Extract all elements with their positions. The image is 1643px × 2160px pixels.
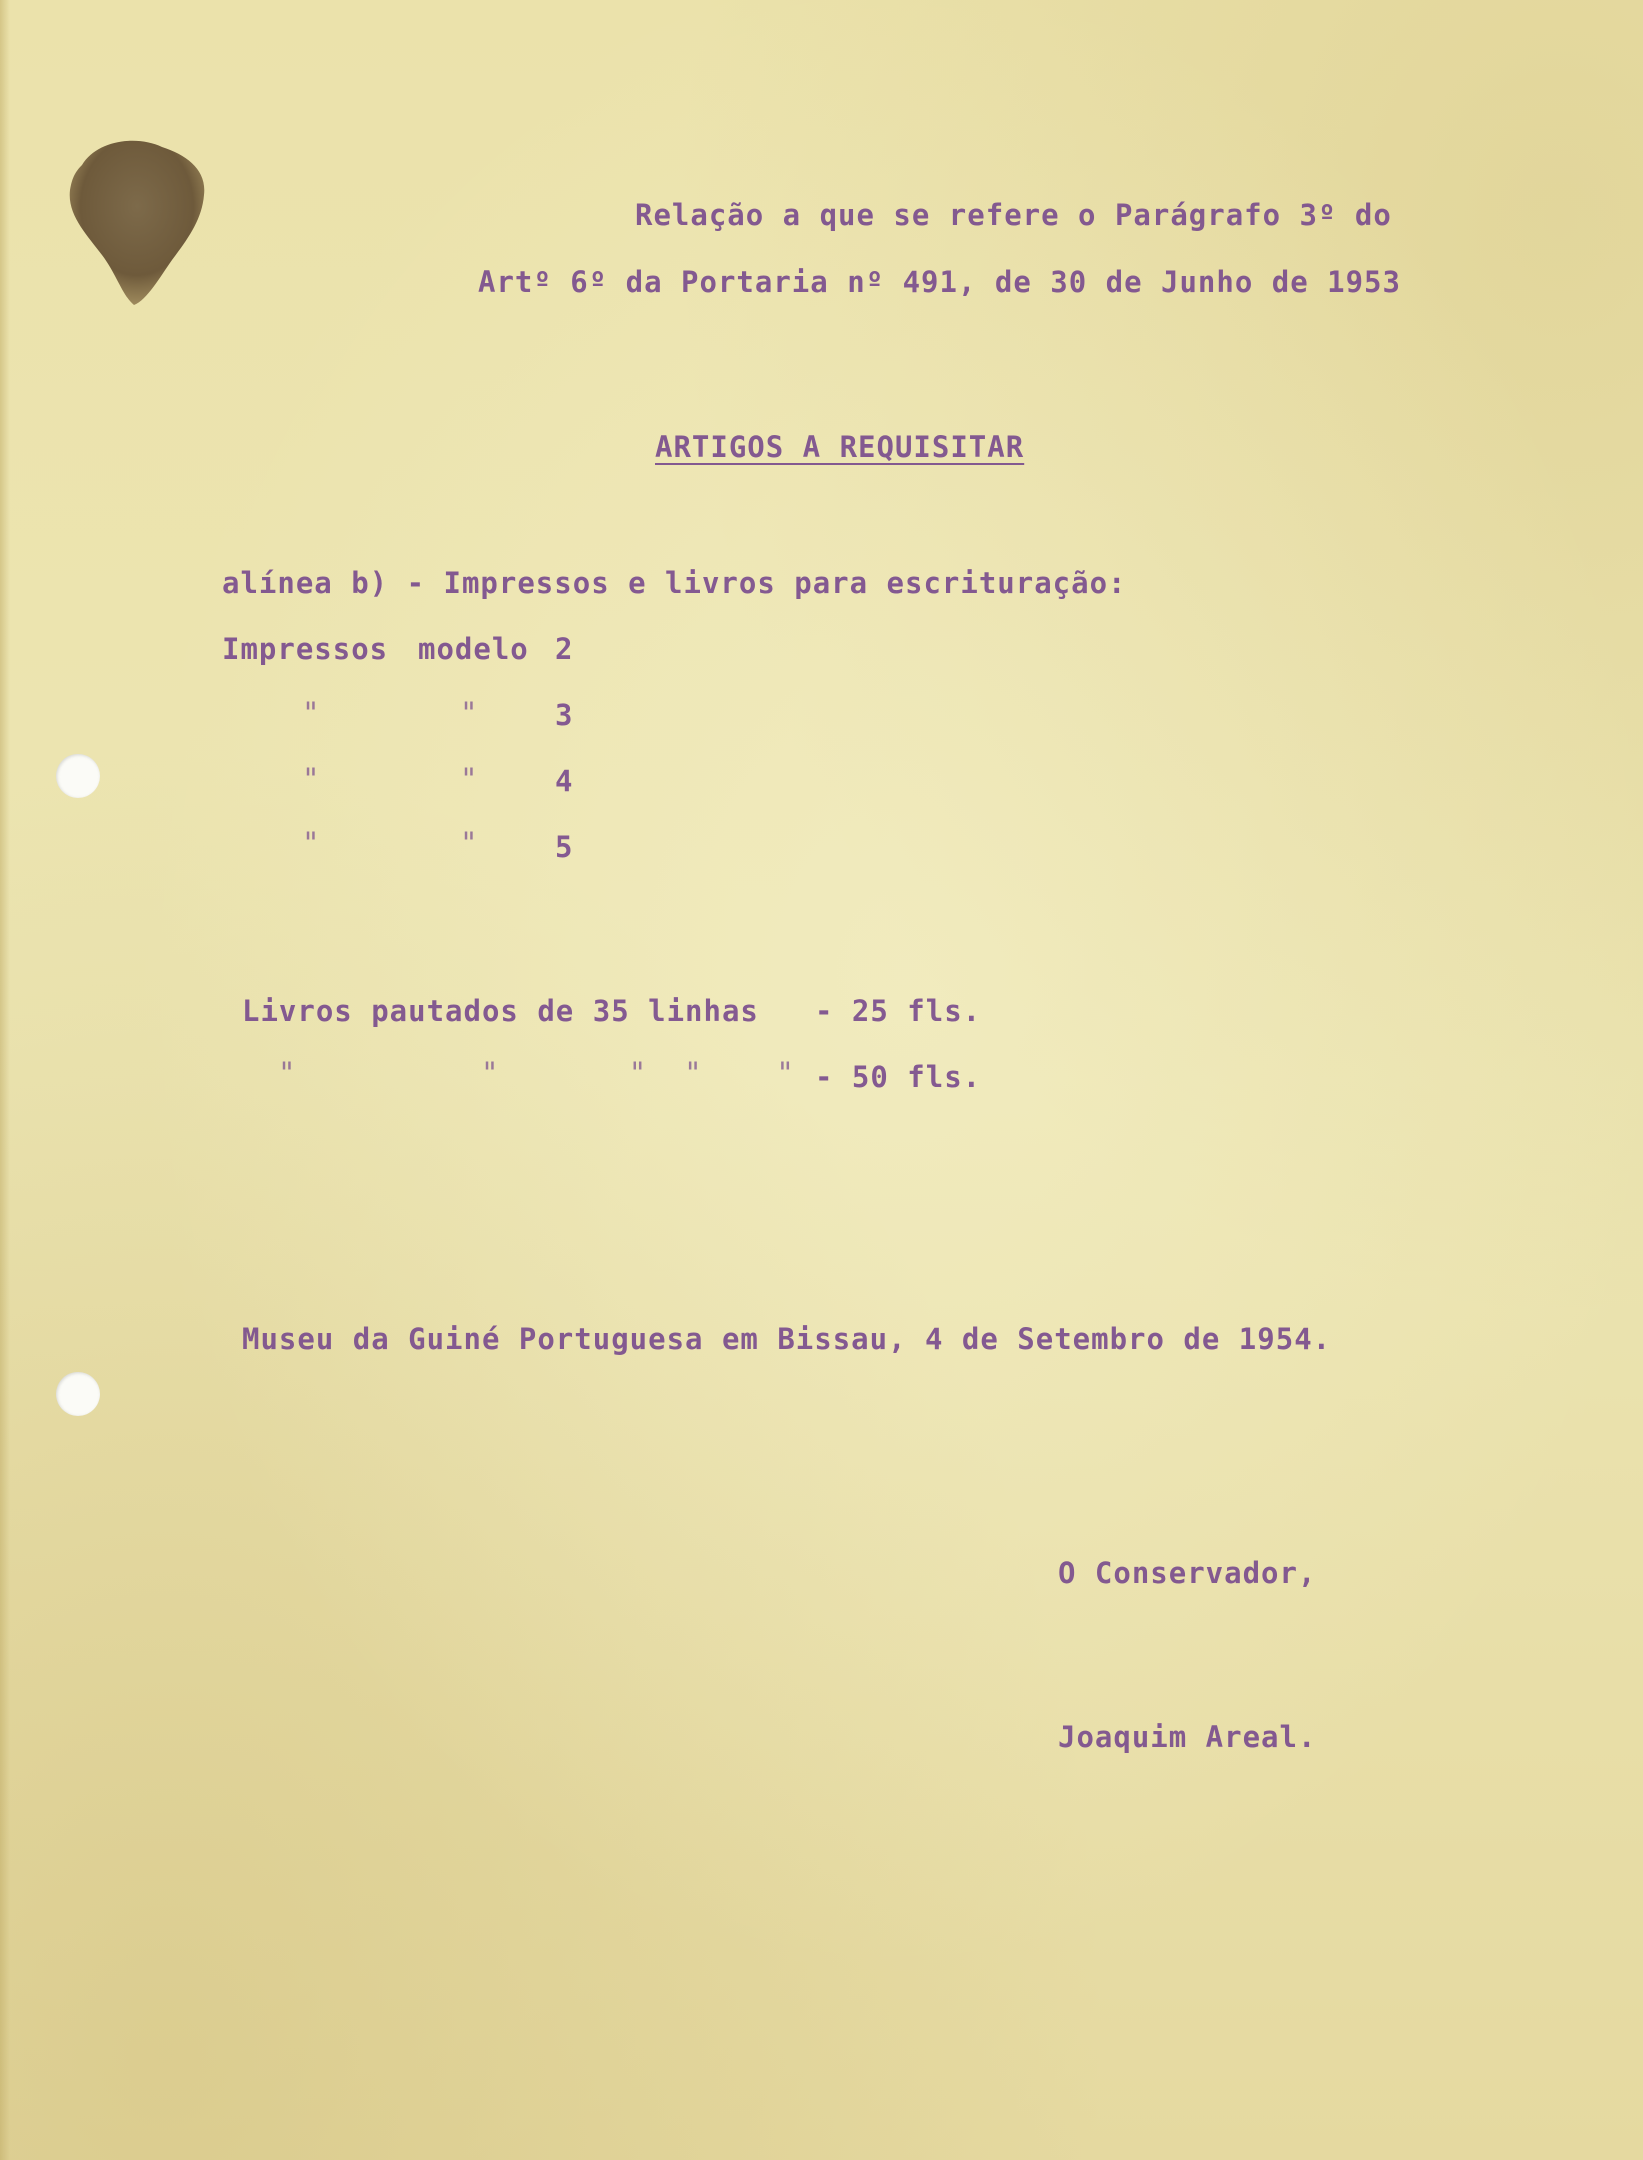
place-and-date: Museu da Guiné Portuguesa em Bissau, 4 de Setembro de 1954. (242, 1322, 1332, 1356)
ditto-mark: " (302, 762, 321, 796)
header-line-2: Artº 6º da Portaria nº 491, de 30 de Junho de 1953 (478, 265, 1401, 299)
impressos-number: 3 (555, 698, 574, 732)
impressos-number: 4 (555, 764, 574, 798)
ditto-mark: " (302, 696, 321, 730)
ditto-mark: " (302, 826, 321, 860)
impressos-modelo: modelo (418, 632, 529, 666)
ink-stain (62, 135, 212, 310)
impressos-label: Impressos (222, 632, 389, 666)
header-line-1: Relação a que se refere o Parágrafo 3º do (635, 198, 1392, 232)
ditto-mark: " (460, 762, 479, 796)
document-title: ARTIGOS A REQUISITAR (655, 430, 1025, 464)
signature-role: O Conservador, (1058, 1556, 1317, 1590)
livros-quantity: - 50 fls. (815, 1060, 982, 1094)
signature-name: Joaquim Areal. (1058, 1720, 1317, 1754)
livros-description: Livros pautados de 35 linhas (242, 994, 759, 1028)
impressos-number: 2 (555, 632, 574, 666)
punch-hole-bottom (56, 1372, 100, 1416)
paper-edge-shadow (0, 0, 10, 2160)
livros-description: " " " " " (278, 1056, 795, 1090)
section-heading: alínea b) - Impressos e livros para escrituração: (222, 566, 1127, 600)
impressos-number: 5 (555, 830, 574, 864)
punch-hole-top (56, 754, 100, 798)
ditto-mark: " (460, 696, 479, 730)
livros-quantity: - 25 fls. (815, 994, 982, 1028)
ditto-mark: " (460, 826, 479, 860)
